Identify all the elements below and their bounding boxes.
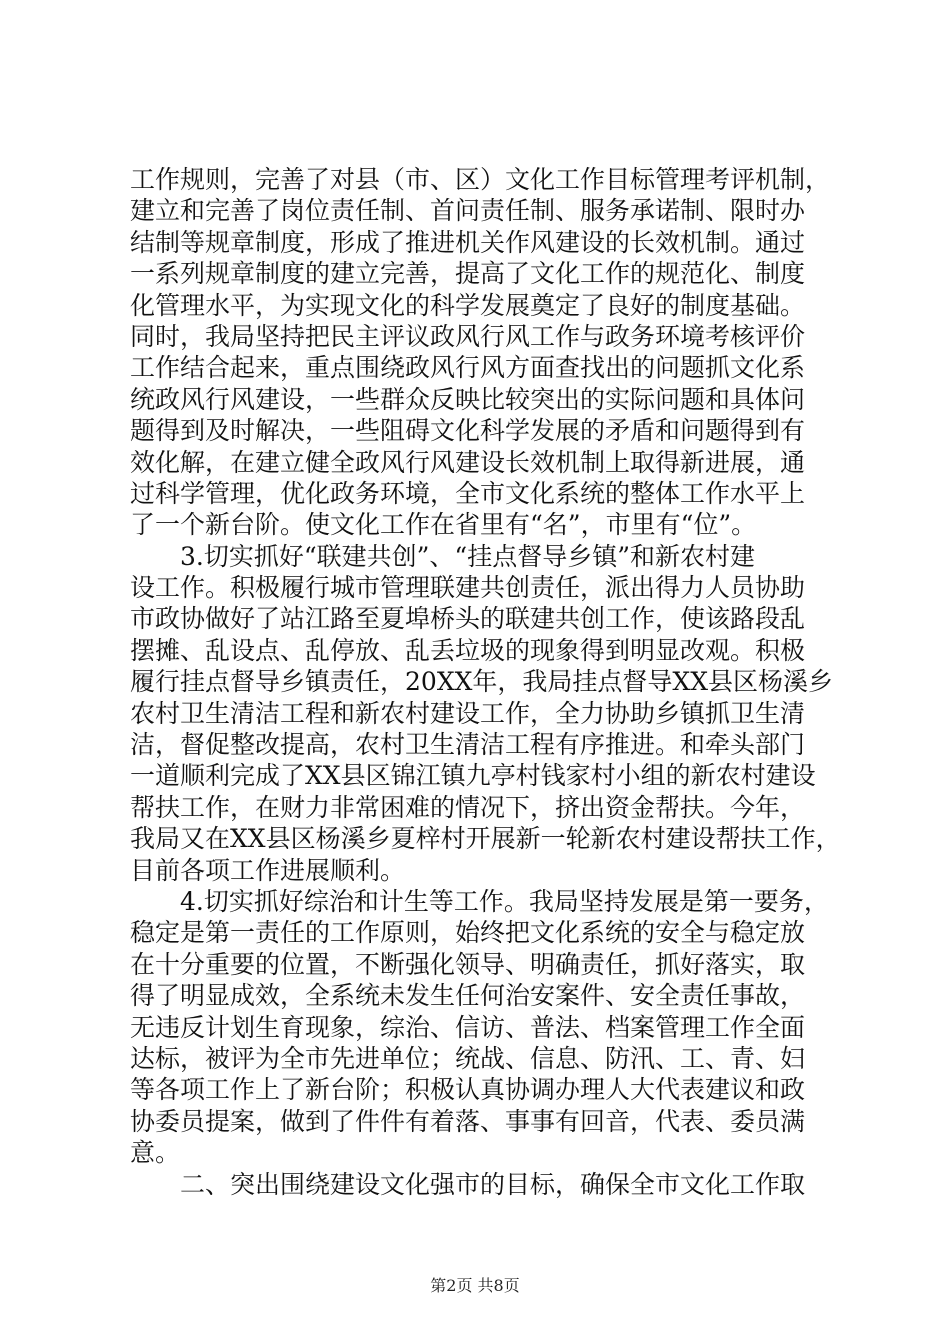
text-line: 帮扶工作，在财力非常困难的情况下，挤出资金帮扶。今年， (130, 792, 806, 822)
text-line: 得了明显成效，全系统未发生任何治安案件、安全责任事故， (130, 981, 806, 1011)
text-line: 题得到及时解决，一些阻碍文化科学发展的矛盾和问题得到有 (130, 416, 806, 446)
text-line: 洁，督促整改提高，农村卫生清洁工程有序推进。和牵头部门 (130, 730, 806, 760)
text-line: 化管理水平，为实现文化的科学发展奠定了良好的制度基础。 (130, 290, 806, 320)
text-line: 4.切实抓好综治和计生等工作。我局坚持发展是第一要务， (130, 886, 829, 916)
text-line: 一道顺利完成了XX县区锦江镇九亭村钱家村小组的新农村建设 (130, 761, 816, 791)
text-line: 达标，被评为全市先进单位；统战、信息、防汛、工、青、妇 (130, 1043, 806, 1073)
text-line: 摆摊、乱设点、乱停放、乱丢垃圾的现象得到明显改观。积极 (130, 635, 806, 665)
text-line: 结制等规章制度，形成了推进机关作风建设的长效机制。通过 (130, 227, 806, 257)
page-number-footer: 第2页 共8页 (430, 1276, 520, 1295)
text-line: 工作结合起来，重点围绕政风行风方面查找出的问题抓文化系 (130, 353, 806, 383)
text-line: 稳定是第一责任的工作原则，始终把文化系统的安全与稳定放 (130, 918, 806, 948)
text-line: 等各项工作上了新台阶；积极认真协调办理人大代表建议和政 (130, 1075, 806, 1105)
text-line: 设工作。积极履行城市管理联建共创责任，派出得力人员协助 (130, 573, 806, 603)
text-line: 在十分重要的位置，不断强化领导、明确责任，抓好落实，取 (130, 949, 806, 979)
text-line: 过科学管理，优化政务环境，全市文化系统的整体工作水平上 (130, 478, 806, 508)
text-line: 效化解，在建立健全政风行风建设长效机制上取得新进展，通 (130, 447, 806, 477)
text-line: 建立和完善了岗位责任制、首问责任制、服务承诺制、限时办 (130, 196, 806, 226)
text-line: 意。 (130, 1138, 181, 1168)
text-line: 无违反计划生育现象，综治、信访、普法、档案管理工作全面 (130, 1012, 806, 1042)
text-line: 市政协做好了站江路至夏埠桥头的联建共创工作，使该路段乱 (130, 604, 806, 634)
text-line: 二、突出围绕建设文化强市的目标，确保全市文化工作取 (130, 1169, 806, 1199)
text-line: 目前各项工作进展顺利。 (130, 855, 406, 885)
text-line: 统政风行风建设，一些群众反映比较突出的实际问题和具体问 (130, 384, 806, 414)
text-line: 我局又在XX县区杨溪乡夏梓村开展新一轮新农村建设帮扶工作， (130, 824, 841, 854)
text-line: 工作规则，完善了对县（市、区）文化工作目标管理考评机制， (130, 165, 831, 194)
text-line: 3.切实抓好“联建共创”、“挂点督导乡镇”和新农村建 (130, 541, 755, 571)
text-line: 农村卫生清洁工程和新农村建设工作，全力协助乡镇抓卫生清 (130, 698, 806, 728)
text-line: 同时，我局坚持把民主评议政风行风工作与政务环境考核评价 (130, 321, 806, 351)
text-line: 履行挂点督导乡镇责任，20XX年，我局挂点督导XX县区杨溪乡 (130, 667, 834, 697)
text-line: 协委员提案，做到了件件有着落、事事有回音，代表、委员满 (130, 1106, 806, 1136)
text-line: 一系列规章制度的建立完善，提高了文化工作的规范化、制度 (130, 259, 806, 289)
body-text (130, 164, 841, 1200)
text-line: 了一个新台阶。使文化工作在省里有“名”，市里有“位”。 (130, 510, 757, 540)
